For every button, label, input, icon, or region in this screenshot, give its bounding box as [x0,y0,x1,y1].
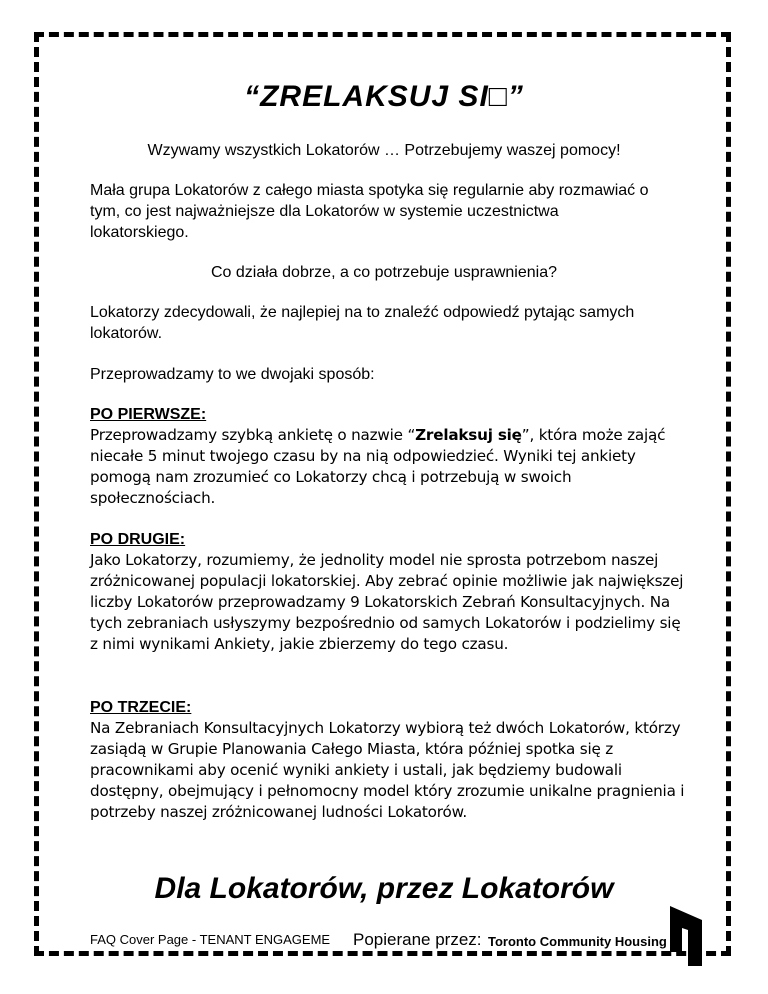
section-first-text [90,425,690,509]
survey-name: Zrelaksuj się [415,426,522,444]
paragraph-intro: Mała grupa Lokatorów z całego miasta spotyka się regularnie aby rozmawiać o tym, co jest najważniejsze dla Lokatorów w systemie uczestnictwa lokatorskiego. [90,182,649,241]
question-line: Co działa dobrze, a co potrzebuje usprawnienia? [211,264,557,281]
slogan: Dla Lokatorów, przez Lokatorów [154,872,614,905]
section-first-text-b: ”, która może zająć niecałe 5 minut twojego czasu by na nią odpowiedzieć. Wyniki tej ankiety pomogą nam zrozumieć co Lokatorzy chcą i potrzebują w swoich społecznościach. [90,426,666,507]
brand-name: Toronto Community Housing [488,934,667,949]
section-first-heading: PO PIERWSZE: [90,406,207,423]
section-second [90,529,690,655]
support-label: Popierane przez: [353,930,482,949]
section-third [90,697,690,823]
tch-logo-icon [668,906,704,966]
section-second-text: Jako Lokatorzy, rozumiemy, że jednolity model nie sprosta potrzebom naszej zróżnicowanej populacji lokatorskiej. Aby zebrać opinie możliwie jak największej liczby Lokatorów przeprowadzamy 9 Lokatorskich Zebrań Konsultacyjnych. Na tych zebraniach usłyszymy bezpośrednio od samych Lokatorów i podzielimy się z nimi wynikami Ankiety, jakie zbierzemy do tego czasu. [90,551,684,653]
section-second-heading: PO DRUGIE: [90,531,186,548]
page-title: “ZRELAKSUJ SI□” [244,80,524,113]
section-third-heading: PO TRZECIE: [90,699,192,716]
paragraph-decision: Lokatorzy zdecydowali, że najlepiej na to znaleźć odpowiedź pytając samych lokatorów. [90,304,635,342]
section-first-text-a: Przeprowadzamy szybką ankietę o nazwie “ [90,426,416,444]
section-first [90,404,690,509]
section-third-text: Na Zebraniach Konsultacyjnych Lokatorzy wybiorą też dwóch Lokatorów, którzy zasiądą w Grupie Planowania Całego Miasta, która później spotka się z pracownikami aby ocenić wyniki ankiety i ustali, jak będziemy budowali dostępny, obejmujący i pełnomocny model który zrozumie unikalne pragnienia i potrzeby naszej zróżnicowanej ludności Lokatorów. [90,719,685,821]
footer-label: FAQ Cover Page - TENANT ENGAGEME [90,932,331,947]
paragraph-method: Przeprowadzamy to we dwojaki sposób: [90,366,375,383]
intro-line: Wzywamy wszystkich Lokatorów … Potrzebujemy waszej pomocy! [147,142,621,159]
